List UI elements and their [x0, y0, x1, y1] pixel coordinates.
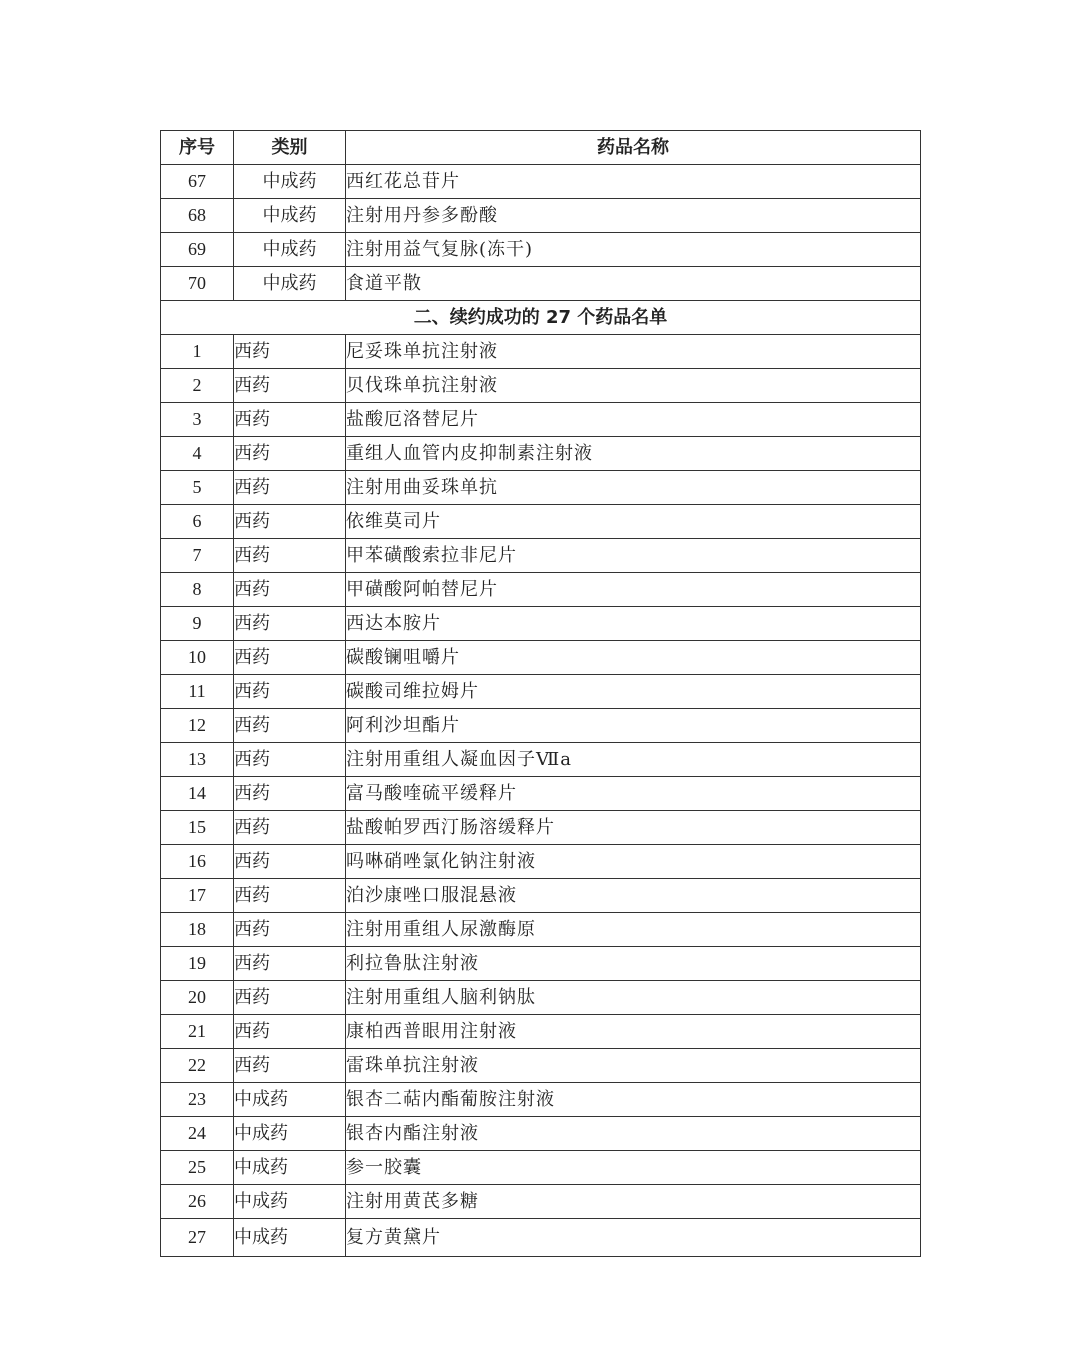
- drug-list-table: [160, 130, 921, 1257]
- row-number: 17: [161, 879, 234, 913]
- table-row: [161, 369, 921, 403]
- table-row: [161, 233, 921, 267]
- row-number: 20: [161, 981, 234, 1015]
- row-number: 15: [161, 811, 234, 845]
- row-drug-name: 甲苯磺酸索拉非尼片: [346, 539, 921, 573]
- table-row: [161, 709, 921, 743]
- row-number: 6: [161, 505, 234, 539]
- row-category: 西药: [234, 811, 346, 845]
- section-title-row: [161, 301, 921, 335]
- row-number: 2: [161, 369, 234, 403]
- row-category: 西药: [234, 369, 346, 403]
- section-title: 二、续约成功的 27 个药品名单: [161, 301, 921, 335]
- row-number: 4: [161, 437, 234, 471]
- row-category: 中成药: [234, 199, 346, 233]
- row-drug-name: 阿利沙坦酯片: [346, 709, 921, 743]
- row-drug-name: 银杏二萜内酯葡胺注射液: [346, 1083, 921, 1117]
- row-category: 西药: [234, 675, 346, 709]
- row-number: 67: [161, 165, 234, 199]
- row-number: 1: [161, 335, 234, 369]
- row-category: 西药: [234, 743, 346, 777]
- row-drug-name: 甲磺酸阿帕替尼片: [346, 573, 921, 607]
- table-row: [161, 845, 921, 879]
- row-drug-name: 食道平散: [346, 267, 921, 301]
- table-row: [161, 743, 921, 777]
- table-row: [161, 1015, 921, 1049]
- row-category: 中成药: [234, 165, 346, 199]
- row-number: 9: [161, 607, 234, 641]
- row-drug-name: 西达本胺片: [346, 607, 921, 641]
- row-category: 西药: [234, 777, 346, 811]
- table-row: [161, 913, 921, 947]
- row-number: 27: [161, 1219, 234, 1257]
- row-number: 5: [161, 471, 234, 505]
- table-row: [161, 335, 921, 369]
- table-row: [161, 947, 921, 981]
- row-category: 西药: [234, 1049, 346, 1083]
- row-drug-name: 注射用重组人脑利钠肽: [346, 981, 921, 1015]
- row-drug-name: 尼妥珠单抗注射液: [346, 335, 921, 369]
- row-drug-name: 利拉鲁肽注射液: [346, 947, 921, 981]
- row-category: 西药: [234, 709, 346, 743]
- row-number: 24: [161, 1117, 234, 1151]
- row-drug-name: 注射用曲妥珠单抗: [346, 471, 921, 505]
- row-category: 西药: [234, 1015, 346, 1049]
- row-number: 3: [161, 403, 234, 437]
- row-number: 22: [161, 1049, 234, 1083]
- row-drug-name: 盐酸帕罗西汀肠溶缓释片: [346, 811, 921, 845]
- table-row: [161, 1117, 921, 1151]
- row-number: 25: [161, 1151, 234, 1185]
- row-drug-name: 泊沙康唑口服混悬液: [346, 879, 921, 913]
- row-drug-name: 康柏西普眼用注射液: [346, 1015, 921, 1049]
- row-number: 23: [161, 1083, 234, 1117]
- table-row: [161, 811, 921, 845]
- row-category: 西药: [234, 573, 346, 607]
- row-drug-name: 注射用重组人尿激酶原: [346, 913, 921, 947]
- row-number: 7: [161, 539, 234, 573]
- row-category: 西药: [234, 981, 346, 1015]
- row-number: 18: [161, 913, 234, 947]
- row-drug-name: 注射用黄芪多糖: [346, 1185, 921, 1219]
- row-number: 12: [161, 709, 234, 743]
- table-row: [161, 267, 921, 301]
- row-drug-name: 复方黄黛片: [346, 1219, 921, 1257]
- row-number: 70: [161, 267, 234, 301]
- row-number: 11: [161, 675, 234, 709]
- row-drug-name: 雷珠单抗注射液: [346, 1049, 921, 1083]
- row-category: 中成药: [234, 233, 346, 267]
- table-row: [161, 199, 921, 233]
- row-category: 中成药: [234, 267, 346, 301]
- row-drug-name: 重组人血管内皮抑制素注射液: [346, 437, 921, 471]
- table-row: [161, 471, 921, 505]
- row-drug-name: 依维莫司片: [346, 505, 921, 539]
- row-category: 西药: [234, 607, 346, 641]
- row-drug-name: 盐酸厄洛替尼片: [346, 403, 921, 437]
- table-row: [161, 1049, 921, 1083]
- row-category: 西药: [234, 471, 346, 505]
- table-row: [161, 539, 921, 573]
- row-number: 21: [161, 1015, 234, 1049]
- table-row: [161, 1219, 921, 1257]
- row-category: 西药: [234, 335, 346, 369]
- row-category: 中成药: [234, 1151, 346, 1185]
- row-drug-name: 贝伐珠单抗注射液: [346, 369, 921, 403]
- row-category: 西药: [234, 913, 346, 947]
- row-category: 西药: [234, 879, 346, 913]
- table-row: [161, 505, 921, 539]
- table-row: [161, 403, 921, 437]
- row-number: 10: [161, 641, 234, 675]
- row-category: 中成药: [234, 1185, 346, 1219]
- header-drug-name: 药品名称: [346, 131, 921, 165]
- row-number: 68: [161, 199, 234, 233]
- header-category: 类别: [234, 131, 346, 165]
- table-row: [161, 675, 921, 709]
- row-number: 26: [161, 1185, 234, 1219]
- row-drug-name: 富马酸喹硫平缓释片: [346, 777, 921, 811]
- row-drug-name: 参一胶囊: [346, 1151, 921, 1185]
- row-category: 西药: [234, 437, 346, 471]
- table-row: [161, 1151, 921, 1185]
- row-number: 19: [161, 947, 234, 981]
- table-row: [161, 981, 921, 1015]
- row-drug-name: 吗啉硝唑氯化钠注射液: [346, 845, 921, 879]
- table-row: [161, 165, 921, 199]
- row-category: 西药: [234, 947, 346, 981]
- table-row: [161, 641, 921, 675]
- table-row: [161, 607, 921, 641]
- row-drug-name: 西红花总苷片: [346, 165, 921, 199]
- row-number: 8: [161, 573, 234, 607]
- row-category: 中成药: [234, 1083, 346, 1117]
- header-serial-number: 序号: [161, 131, 234, 165]
- row-category: 西药: [234, 403, 346, 437]
- row-drug-name: 碳酸司维拉姆片: [346, 675, 921, 709]
- table-row: [161, 879, 921, 913]
- row-number: 14: [161, 777, 234, 811]
- row-number: 13: [161, 743, 234, 777]
- row-category: 中成药: [234, 1117, 346, 1151]
- row-drug-name: 碳酸镧咀嚼片: [346, 641, 921, 675]
- table-row: [161, 1083, 921, 1117]
- table-row: [161, 777, 921, 811]
- row-drug-name: 银杏内酯注射液: [346, 1117, 921, 1151]
- table-row: [161, 437, 921, 471]
- row-drug-name: 注射用重组人凝血因子Ⅶa: [346, 743, 921, 777]
- table-row: [161, 1185, 921, 1219]
- table-header-row: [161, 131, 921, 165]
- row-category: 西药: [234, 539, 346, 573]
- row-number: 16: [161, 845, 234, 879]
- row-number: 69: [161, 233, 234, 267]
- row-category: 西药: [234, 845, 346, 879]
- row-category: 西药: [234, 505, 346, 539]
- table-row: [161, 573, 921, 607]
- row-category: 中成药: [234, 1219, 346, 1257]
- row-drug-name: 注射用益气复脉(冻干): [346, 233, 921, 267]
- row-drug-name: 注射用丹参多酚酸: [346, 199, 921, 233]
- row-category: 西药: [234, 641, 346, 675]
